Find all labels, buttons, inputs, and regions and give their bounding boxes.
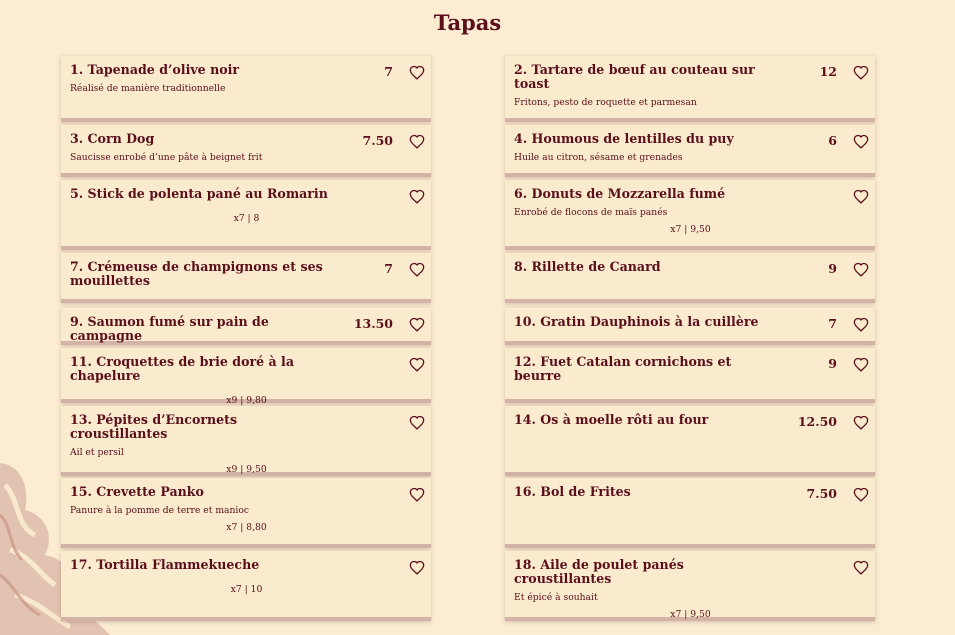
menu-item-card[interactable] bbox=[61, 253, 431, 303]
heart-icon[interactable] bbox=[409, 189, 425, 204]
menu-item-name: 11. Croquettes de brie doré à la chapelure bbox=[70, 354, 295, 383]
menu-item-name: 18. Aile de poulet panés croustillantes bbox=[514, 557, 684, 586]
menu-item-quantity: x7 | 8,80 bbox=[226, 522, 267, 533]
menu-item-card[interactable] bbox=[505, 406, 875, 476]
heart-icon[interactable] bbox=[853, 487, 869, 502]
menu-item-description: Ail et persil bbox=[70, 447, 124, 458]
menu-item-card[interactable] bbox=[61, 551, 431, 621]
menu-item-card[interactable] bbox=[505, 56, 875, 122]
heart-icon[interactable] bbox=[409, 415, 425, 430]
menu-item-card[interactable] bbox=[505, 348, 875, 403]
menu-item-name: 3. Corn Dog bbox=[70, 131, 155, 146]
menu-item-card[interactable] bbox=[61, 478, 431, 548]
menu-item-price: 7.50 bbox=[362, 133, 393, 148]
menu-item-name: 4. Houmous de lentilles du puy bbox=[514, 131, 734, 146]
menu-item-name: 10. Gratin Dauphinois à la cuillère bbox=[514, 314, 759, 329]
menu-item-price: 9 bbox=[828, 356, 837, 371]
heart-icon[interactable] bbox=[409, 487, 425, 502]
menu-item-price: 12 bbox=[819, 64, 837, 79]
menu-item-description: Saucisse enrobé d’une pâte à beignet frit bbox=[70, 152, 263, 163]
menu-item-quantity: x9 | 9,50 bbox=[226, 464, 267, 475]
menu-item-name: 5. Stick de polenta pané au Romarin bbox=[70, 186, 328, 201]
menu-item-price: 13.50 bbox=[353, 316, 393, 331]
menu-item-card[interactable] bbox=[61, 125, 431, 177]
menu-item-quantity: x9 | 9,80 bbox=[226, 395, 267, 406]
heart-icon[interactable] bbox=[853, 134, 869, 149]
heart-icon[interactable] bbox=[409, 65, 425, 80]
menu-item-name: 17. Tortilla Flammekueche bbox=[70, 557, 260, 572]
menu-item-price: 9 bbox=[828, 261, 837, 276]
menu-item-card[interactable] bbox=[505, 551, 875, 621]
menu-item-name: 9. Saumon fumé sur pain de campagne bbox=[70, 314, 269, 343]
menu-item-description: Enrobé de flocons de maïs panés bbox=[514, 207, 668, 218]
heart-icon[interactable] bbox=[853, 189, 869, 204]
menu-item-card[interactable] bbox=[505, 308, 875, 345]
menu-item-card[interactable] bbox=[61, 180, 431, 250]
heart-icon[interactable] bbox=[409, 134, 425, 149]
heart-icon[interactable] bbox=[409, 317, 425, 332]
menu-item-price: 7.50 bbox=[806, 486, 837, 501]
menu-item-description: Panure à la pomme de terre et manioc bbox=[70, 505, 250, 516]
menu-item-price: 12.50 bbox=[797, 414, 837, 429]
menu-item-description: Réalisé de manière traditionnelle bbox=[70, 83, 226, 94]
menu-item-card[interactable] bbox=[61, 56, 431, 122]
menu-item-name: 8. Rillette de Canard bbox=[514, 259, 661, 274]
heart-icon[interactable] bbox=[409, 357, 425, 372]
menu-item-card[interactable] bbox=[505, 478, 875, 548]
menu-item-description: Fritons, pesto de roquette et parmesan bbox=[514, 97, 697, 108]
page-title: Tapas bbox=[433, 10, 502, 35]
heart-icon[interactable] bbox=[853, 415, 869, 430]
heart-icon[interactable] bbox=[853, 317, 869, 332]
heart-icon[interactable] bbox=[853, 65, 869, 80]
menu-item-name: 12. Fuet Catalan cornichons et beurre bbox=[514, 354, 732, 383]
menu-item-price: 7 bbox=[384, 64, 393, 79]
menu-item-card[interactable] bbox=[505, 180, 875, 250]
menu-item-name: 7. Crémeuse de champignons et ses mouillettes bbox=[70, 259, 323, 288]
menu-item-card[interactable] bbox=[505, 253, 875, 303]
menu-item-name: 13. Pépites d’Encornets croustillantes bbox=[70, 412, 238, 441]
menu-item-description: Et épicé à souhait bbox=[514, 592, 598, 603]
menu-item-price: 7 bbox=[828, 316, 837, 331]
heart-icon[interactable] bbox=[409, 560, 425, 575]
menu-item-name: 1. Tapenade d’olive noir bbox=[70, 62, 240, 77]
menu-item-quantity: x7 | 10 bbox=[230, 584, 263, 595]
menu-item-card[interactable] bbox=[61, 348, 431, 406]
menu-item-card[interactable] bbox=[61, 406, 431, 476]
menu-item-card[interactable] bbox=[61, 308, 431, 345]
menu-item-description: Huile au citron, sésame et grenades bbox=[514, 152, 683, 163]
menu-item-name: 16. Bol de Frites bbox=[514, 484, 631, 499]
heart-icon[interactable] bbox=[853, 357, 869, 372]
menu-item-card[interactable] bbox=[505, 125, 875, 177]
menu-item-quantity: x7 | 9,50 bbox=[670, 609, 711, 620]
heart-icon[interactable] bbox=[409, 262, 425, 277]
heart-icon[interactable] bbox=[853, 560, 869, 575]
heart-icon[interactable] bbox=[853, 262, 869, 277]
menu-item-quantity: x7 | 9,50 bbox=[670, 224, 711, 235]
menu-item-name: 15. Crevette Panko bbox=[70, 484, 204, 499]
menu-item-name: 14. Os à moelle rôti au four bbox=[514, 412, 709, 427]
menu-item-price: 7 bbox=[384, 261, 393, 276]
menu-item-name: 6. Donuts de Mozzarella fumé bbox=[514, 186, 726, 201]
menu-item-quantity: x7 | 8 bbox=[233, 213, 260, 224]
menu-item-name: 2. Tartare de bœuf au couteau sur toast bbox=[514, 62, 755, 91]
menu-item-price: 6 bbox=[828, 133, 837, 148]
